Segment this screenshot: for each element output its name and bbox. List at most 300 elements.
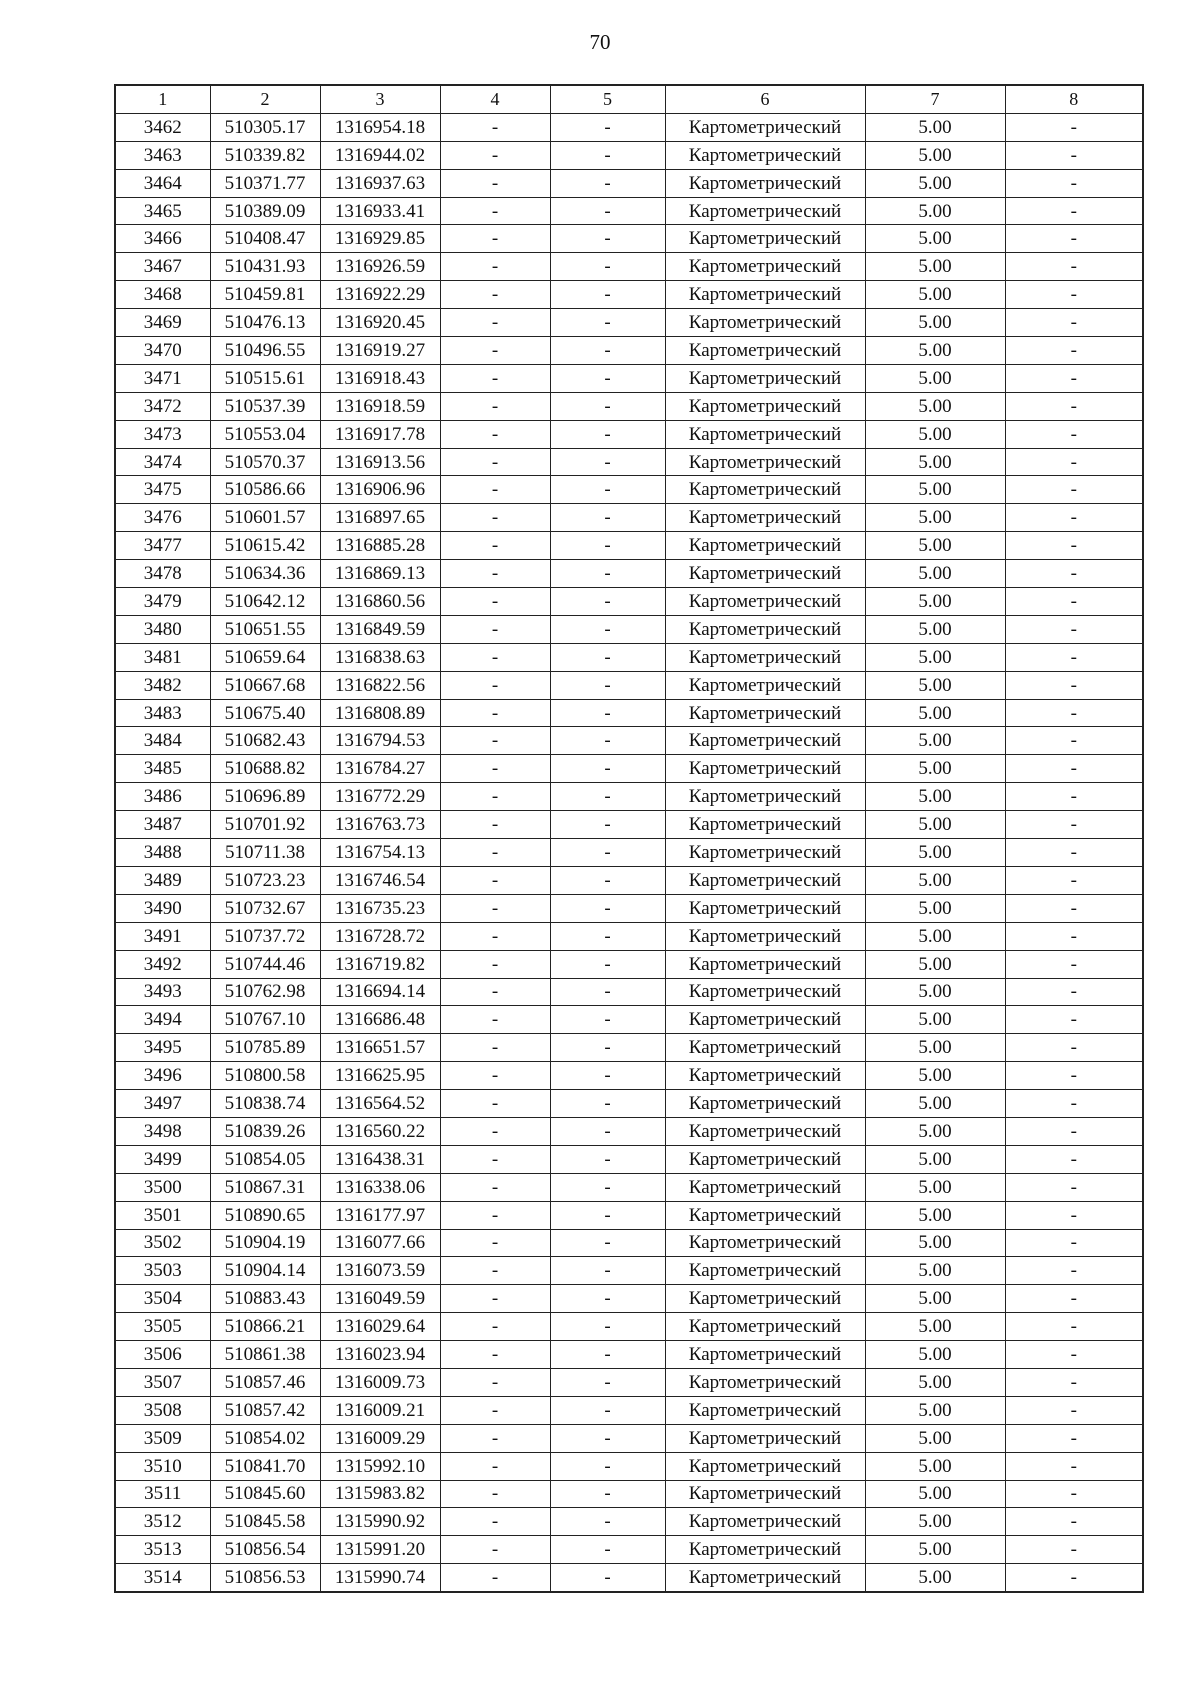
table-cell-col-3: 1316564.52 <box>320 1090 440 1118</box>
table-cell-col-5: - <box>550 699 665 727</box>
table-cell-col-1: 3490 <box>115 894 210 922</box>
table-row <box>115 866 1143 894</box>
table-cell-col-1: 3481 <box>115 643 210 671</box>
table-cell-col-5: - <box>550 225 665 253</box>
table-row <box>115 1424 1143 1452</box>
table-cell-col-8: - <box>1005 1368 1143 1396</box>
table-cell-col-7: 5.00 <box>865 643 1005 671</box>
table-row <box>115 978 1143 1006</box>
table-cell-col-5: - <box>550 197 665 225</box>
table-cell-col-1: 3497 <box>115 1090 210 1118</box>
table-cell-col-5: - <box>550 1257 665 1285</box>
table-cell-col-4: - <box>440 448 550 476</box>
table-cell-col-1: 3462 <box>115 113 210 141</box>
table-row <box>115 950 1143 978</box>
table-cell-col-6: Картометрический <box>665 309 865 337</box>
table-cell-col-8: - <box>1005 1480 1143 1508</box>
table-cell-col-5: - <box>550 364 665 392</box>
table-cell-col-5: - <box>550 1480 665 1508</box>
table-cell-col-2: 510667.68 <box>210 671 320 699</box>
table-cell-col-3: 1315990.92 <box>320 1508 440 1536</box>
table-cell-col-4: - <box>440 950 550 978</box>
table-cell-col-5: - <box>550 476 665 504</box>
table-row <box>115 337 1143 365</box>
table-cell-col-4: - <box>440 1285 550 1313</box>
table-cell-col-2: 510601.57 <box>210 504 320 532</box>
table-cell-col-4: - <box>440 894 550 922</box>
table-cell-col-5: - <box>550 113 665 141</box>
table-cell-col-7: 5.00 <box>865 615 1005 643</box>
table-cell-col-2: 510339.82 <box>210 141 320 169</box>
table-cell-col-8: - <box>1005 364 1143 392</box>
table-cell-col-3: 1316954.18 <box>320 113 440 141</box>
table-cell-col-1: 3484 <box>115 727 210 755</box>
table-cell-col-4: - <box>440 1117 550 1145</box>
table-cell-col-3: 1316746.54 <box>320 866 440 894</box>
table-cell-col-5: - <box>550 839 665 867</box>
table-cell-col-6: Картометрический <box>665 1424 865 1452</box>
table-cell-col-3: 1316177.97 <box>320 1201 440 1229</box>
table-cell-col-7: 5.00 <box>865 141 1005 169</box>
table-cell-col-4: - <box>440 1396 550 1424</box>
table-cell-col-5: - <box>550 755 665 783</box>
table-cell-col-2: 510904.14 <box>210 1257 320 1285</box>
table-row <box>115 1034 1143 1062</box>
table-cell-col-8: - <box>1005 1313 1143 1341</box>
table-cell-col-1: 3513 <box>115 1536 210 1564</box>
table-cell-col-4: - <box>440 420 550 448</box>
table-cell-col-4: - <box>440 1145 550 1173</box>
table-cell-col-5: - <box>550 1090 665 1118</box>
table-cell-col-5: - <box>550 1452 665 1480</box>
table-cell-col-6: Картометрический <box>665 1313 865 1341</box>
table-cell-col-8: - <box>1005 839 1143 867</box>
table-cell-col-1: 3487 <box>115 811 210 839</box>
table-row <box>115 1145 1143 1173</box>
table-cell-col-6: Картометрический <box>665 197 865 225</box>
table-cell-col-7: 5.00 <box>865 476 1005 504</box>
table-cell-col-3: 1316920.45 <box>320 309 440 337</box>
table-cell-col-2: 510854.05 <box>210 1145 320 1173</box>
table-cell-col-6: Картометрический <box>665 392 865 420</box>
table-cell-col-8: - <box>1005 643 1143 671</box>
table-cell-col-4: - <box>440 727 550 755</box>
table-cell-col-6: Картометрический <box>665 141 865 169</box>
table-cell-col-1: 3480 <box>115 615 210 643</box>
table-cell-col-2: 510841.70 <box>210 1452 320 1480</box>
table-cell-col-2: 510496.55 <box>210 337 320 365</box>
table-cell-col-3: 1316023.94 <box>320 1341 440 1369</box>
table-cell-col-2: 510856.53 <box>210 1564 320 1592</box>
table-cell-col-3: 1316073.59 <box>320 1257 440 1285</box>
table-cell-col-4: - <box>440 1452 550 1480</box>
table-row <box>115 309 1143 337</box>
table-cell-col-1: 3500 <box>115 1173 210 1201</box>
table-cell-col-3: 1316869.13 <box>320 560 440 588</box>
column-header-7: 7 <box>865 85 1005 113</box>
table-row <box>115 1536 1143 1564</box>
table-cell-col-5: - <box>550 504 665 532</box>
table-cell-col-7: 5.00 <box>865 1145 1005 1173</box>
table-cell-col-5: - <box>550 922 665 950</box>
table-cell-col-8: - <box>1005 337 1143 365</box>
table-cell-col-8: - <box>1005 755 1143 783</box>
table-cell-col-1: 3495 <box>115 1034 210 1062</box>
table-cell-col-6: Картометрический <box>665 504 865 532</box>
table-row <box>115 141 1143 169</box>
table-cell-col-3: 1316926.59 <box>320 253 440 281</box>
table-row <box>115 1229 1143 1257</box>
table-cell-col-6: Картометрический <box>665 1229 865 1257</box>
table-cell-col-8: - <box>1005 1564 1143 1592</box>
table-cell-col-5: - <box>550 281 665 309</box>
table-cell-col-3: 1316918.59 <box>320 392 440 420</box>
table-cell-col-5: - <box>550 671 665 699</box>
table-cell-col-1: 3469 <box>115 309 210 337</box>
table-cell-col-2: 510476.13 <box>210 309 320 337</box>
table-cell-col-5: - <box>550 1285 665 1313</box>
table-cell-col-3: 1316917.78 <box>320 420 440 448</box>
table-cell-col-2: 510701.92 <box>210 811 320 839</box>
table-cell-col-7: 5.00 <box>865 1062 1005 1090</box>
table-cell-col-6: Картометрический <box>665 420 865 448</box>
table-cell-col-1: 3474 <box>115 448 210 476</box>
table-cell-col-1: 3464 <box>115 169 210 197</box>
table-cell-col-7: 5.00 <box>865 448 1005 476</box>
table-cell-col-2: 510845.60 <box>210 1480 320 1508</box>
table-cell-col-8: - <box>1005 1173 1143 1201</box>
table-cell-col-6: Картометрический <box>665 281 865 309</box>
table-row <box>115 169 1143 197</box>
column-header-8: 8 <box>1005 85 1143 113</box>
table-cell-col-6: Картометрический <box>665 978 865 1006</box>
table-cell-col-7: 5.00 <box>865 588 1005 616</box>
table-cell-col-1: 3509 <box>115 1424 210 1452</box>
table-cell-col-7: 5.00 <box>865 894 1005 922</box>
table-cell-col-2: 510711.38 <box>210 839 320 867</box>
table-cell-col-5: - <box>550 1145 665 1173</box>
table-cell-col-2: 510732.67 <box>210 894 320 922</box>
table-cell-col-2: 510675.40 <box>210 699 320 727</box>
table-cell-col-6: Картометрический <box>665 1508 865 1536</box>
table-cell-col-4: - <box>440 364 550 392</box>
table-cell-col-6: Картометрический <box>665 1368 865 1396</box>
table-cell-col-6: Картометрический <box>665 783 865 811</box>
table-cell-col-1: 3485 <box>115 755 210 783</box>
table-cell-col-3: 1316560.22 <box>320 1117 440 1145</box>
table-cell-col-4: - <box>440 476 550 504</box>
table-row <box>115 1341 1143 1369</box>
table-cell-col-8: - <box>1005 1229 1143 1257</box>
table-cell-col-7: 5.00 <box>865 364 1005 392</box>
table-cell-col-7: 5.00 <box>865 1201 1005 1229</box>
table-cell-col-1: 3466 <box>115 225 210 253</box>
table-cell-col-5: - <box>550 1201 665 1229</box>
table-cell-col-6: Картометрический <box>665 560 865 588</box>
table-row <box>115 1201 1143 1229</box>
table-cell-col-8: - <box>1005 420 1143 448</box>
table-cell-col-7: 5.00 <box>865 337 1005 365</box>
table-cell-col-8: - <box>1005 197 1143 225</box>
table-cell-col-8: - <box>1005 1145 1143 1173</box>
table-cell-col-5: - <box>550 1034 665 1062</box>
table-cell-col-6: Картометрический <box>665 615 865 643</box>
table-cell-col-5: - <box>550 420 665 448</box>
table-cell-col-2: 510553.04 <box>210 420 320 448</box>
table-cell-col-1: 3506 <box>115 1341 210 1369</box>
table-cell-col-7: 5.00 <box>865 1564 1005 1592</box>
table-cell-col-8: - <box>1005 1090 1143 1118</box>
table-cell-col-3: 1316838.63 <box>320 643 440 671</box>
table-cell-col-1: 3475 <box>115 476 210 504</box>
table-cell-col-3: 1316944.02 <box>320 141 440 169</box>
table-row <box>115 811 1143 839</box>
table-cell-col-4: - <box>440 1536 550 1564</box>
table-cell-col-7: 5.00 <box>865 922 1005 950</box>
table-cell-col-8: - <box>1005 1396 1143 1424</box>
table-row <box>115 1090 1143 1118</box>
table-cell-col-7: 5.00 <box>865 113 1005 141</box>
table-cell-col-4: - <box>440 281 550 309</box>
table-cell-col-3: 1316913.56 <box>320 448 440 476</box>
table-row <box>115 1396 1143 1424</box>
table-cell-col-2: 510785.89 <box>210 1034 320 1062</box>
table-cell-col-1: 3502 <box>115 1229 210 1257</box>
table-cell-col-6: Картометрический <box>665 1173 865 1201</box>
table-cell-col-6: Картометрический <box>665 1341 865 1369</box>
table-cell-col-8: - <box>1005 727 1143 755</box>
table-cell-col-8: - <box>1005 978 1143 1006</box>
table-cell-col-4: - <box>440 615 550 643</box>
table-cell-col-1: 3510 <box>115 1452 210 1480</box>
table-cell-col-6: Картометрический <box>665 755 865 783</box>
table-cell-col-1: 3504 <box>115 1285 210 1313</box>
table-row <box>115 839 1143 867</box>
table-cell-col-2: 510744.46 <box>210 950 320 978</box>
table-cell-col-8: - <box>1005 141 1143 169</box>
table-cell-col-6: Картометрический <box>665 448 865 476</box>
table-cell-col-3: 1316686.48 <box>320 1006 440 1034</box>
table-cell-col-6: Картометрический <box>665 1564 865 1592</box>
table-cell-col-5: - <box>550 1173 665 1201</box>
table-cell-col-7: 5.00 <box>865 1452 1005 1480</box>
table-cell-col-4: - <box>440 169 550 197</box>
table-cell-col-3: 1316794.53 <box>320 727 440 755</box>
table-cell-col-7: 5.00 <box>865 699 1005 727</box>
table-cell-col-3: 1316754.13 <box>320 839 440 867</box>
table-row <box>115 922 1143 950</box>
table-cell-col-5: - <box>550 1313 665 1341</box>
table-cell-col-8: - <box>1005 783 1143 811</box>
table-cell-col-3: 1316009.29 <box>320 1424 440 1452</box>
table-cell-col-5: - <box>550 309 665 337</box>
table-cell-col-2: 510857.46 <box>210 1368 320 1396</box>
table-cell-col-6: Картометрический <box>665 1396 865 1424</box>
table-cell-col-6: Картометрический <box>665 839 865 867</box>
table-cell-col-5: - <box>550 1341 665 1369</box>
table-cell-col-4: - <box>440 253 550 281</box>
table-cell-col-4: - <box>440 1341 550 1369</box>
table-cell-col-3: 1316763.73 <box>320 811 440 839</box>
table-cell-col-7: 5.00 <box>865 839 1005 867</box>
column-header-4: 4 <box>440 85 550 113</box>
table-cell-col-3: 1316849.59 <box>320 615 440 643</box>
table-cell-col-2: 510659.64 <box>210 643 320 671</box>
table-cell-col-7: 5.00 <box>865 1341 1005 1369</box>
table-cell-col-5: - <box>550 978 665 1006</box>
table-cell-col-4: - <box>440 755 550 783</box>
table-cell-col-1: 3503 <box>115 1257 210 1285</box>
table-cell-col-1: 3470 <box>115 337 210 365</box>
table-cell-col-6: Картометрический <box>665 1117 865 1145</box>
table-cell-col-5: - <box>550 615 665 643</box>
table-cell-col-4: - <box>440 197 550 225</box>
table-cell-col-4: - <box>440 866 550 894</box>
table-body <box>115 113 1143 1592</box>
table-cell-col-5: - <box>550 1117 665 1145</box>
table-cell-col-3: 1315992.10 <box>320 1452 440 1480</box>
table-cell-col-2: 510696.89 <box>210 783 320 811</box>
table-cell-col-2: 510866.21 <box>210 1313 320 1341</box>
table-cell-col-4: - <box>440 309 550 337</box>
table-cell-col-2: 510839.26 <box>210 1117 320 1145</box>
table-row <box>115 420 1143 448</box>
table-cell-col-8: - <box>1005 1341 1143 1369</box>
table-cell-col-1: 3493 <box>115 978 210 1006</box>
table-cell-col-6: Картометрический <box>665 364 865 392</box>
coordinates-table <box>114 84 1144 1593</box>
table-row <box>115 364 1143 392</box>
table-cell-col-3: 1316929.85 <box>320 225 440 253</box>
table-cell-col-5: - <box>550 1536 665 1564</box>
table-cell-col-8: - <box>1005 1117 1143 1145</box>
table-cell-col-2: 510838.74 <box>210 1090 320 1118</box>
table-cell-col-4: - <box>440 1313 550 1341</box>
table-cell-col-4: - <box>440 1034 550 1062</box>
table-cell-col-8: - <box>1005 950 1143 978</box>
table-cell-col-1: 3465 <box>115 197 210 225</box>
table-cell-col-4: - <box>440 1173 550 1201</box>
table-cell-col-7: 5.00 <box>865 1313 1005 1341</box>
table-cell-col-4: - <box>440 392 550 420</box>
table-cell-col-2: 510651.55 <box>210 615 320 643</box>
table-row <box>115 1452 1143 1480</box>
table-cell-col-2: 510845.58 <box>210 1508 320 1536</box>
table-cell-col-4: - <box>440 1368 550 1396</box>
table-cell-col-3: 1316694.14 <box>320 978 440 1006</box>
table-cell-col-7: 5.00 <box>865 1508 1005 1536</box>
table-cell-col-1: 3505 <box>115 1313 210 1341</box>
table-row <box>115 448 1143 476</box>
table-cell-col-3: 1316338.06 <box>320 1173 440 1201</box>
table-cell-col-6: Картометрический <box>665 1006 865 1034</box>
table-cell-col-3: 1316077.66 <box>320 1229 440 1257</box>
table-cell-col-7: 5.00 <box>865 197 1005 225</box>
table-cell-col-7: 5.00 <box>865 1090 1005 1118</box>
table-row <box>115 671 1143 699</box>
table-cell-col-8: - <box>1005 560 1143 588</box>
table-cell-col-5: - <box>550 1396 665 1424</box>
table-row <box>115 1173 1143 1201</box>
table-cell-col-3: 1316728.72 <box>320 922 440 950</box>
table-cell-col-8: - <box>1005 699 1143 727</box>
table-cell-col-4: - <box>440 978 550 1006</box>
table-cell-col-2: 510515.61 <box>210 364 320 392</box>
table-cell-col-7: 5.00 <box>865 504 1005 532</box>
table-cell-col-6: Картометрический <box>665 699 865 727</box>
table-cell-col-2: 510883.43 <box>210 1285 320 1313</box>
table-cell-col-5: - <box>550 1229 665 1257</box>
table-cell-col-4: - <box>440 1508 550 1536</box>
table-cell-col-6: Картометрический <box>665 1145 865 1173</box>
table-row <box>115 532 1143 560</box>
table-row <box>115 699 1143 727</box>
table-cell-col-5: - <box>550 783 665 811</box>
table-cell-col-2: 510737.72 <box>210 922 320 950</box>
table-cell-col-7: 5.00 <box>865 392 1005 420</box>
table-cell-col-8: - <box>1005 1285 1143 1313</box>
column-header-5: 5 <box>550 85 665 113</box>
table-cell-col-2: 510688.82 <box>210 755 320 783</box>
table-cell-col-2: 510682.43 <box>210 727 320 755</box>
table-cell-col-2: 510861.38 <box>210 1341 320 1369</box>
table-cell-col-2: 510615.42 <box>210 532 320 560</box>
table-cell-col-7: 5.00 <box>865 811 1005 839</box>
table-cell-col-6: Картометрический <box>665 337 865 365</box>
table-cell-col-6: Картометрический <box>665 225 865 253</box>
table-cell-col-1: 3467 <box>115 253 210 281</box>
table-cell-col-8: - <box>1005 922 1143 950</box>
table-row <box>115 281 1143 309</box>
table-cell-col-4: - <box>440 1006 550 1034</box>
table-cell-col-6: Картометрический <box>665 113 865 141</box>
table-cell-col-2: 510586.66 <box>210 476 320 504</box>
table-cell-col-1: 3482 <box>115 671 210 699</box>
table-cell-col-5: - <box>550 727 665 755</box>
table-cell-col-3: 1316719.82 <box>320 950 440 978</box>
table-cell-col-3: 1316772.29 <box>320 783 440 811</box>
table-row <box>115 1285 1143 1313</box>
table-cell-col-4: - <box>440 922 550 950</box>
table-cell-col-6: Картометрический <box>665 1090 865 1118</box>
table-row <box>115 113 1143 141</box>
table-cell-col-7: 5.00 <box>865 1173 1005 1201</box>
table-cell-col-8: - <box>1005 504 1143 532</box>
column-header-3: 3 <box>320 85 440 113</box>
table-cell-col-5: - <box>550 337 665 365</box>
table-cell-col-5: - <box>550 1006 665 1034</box>
table-cell-col-1: 3488 <box>115 839 210 867</box>
table-row <box>115 1062 1143 1090</box>
table-cell-col-6: Картометрический <box>665 1034 865 1062</box>
table-cell-col-8: - <box>1005 1257 1143 1285</box>
table-cell-col-7: 5.00 <box>865 755 1005 783</box>
table-row <box>115 894 1143 922</box>
table-cell-col-6: Картометрический <box>665 866 865 894</box>
table-row <box>115 1313 1143 1341</box>
table-cell-col-5: - <box>550 894 665 922</box>
table-cell-col-3: 1316808.89 <box>320 699 440 727</box>
table-cell-col-3: 1316937.63 <box>320 169 440 197</box>
table-cell-col-1: 3512 <box>115 1508 210 1536</box>
table-cell-col-7: 5.00 <box>865 281 1005 309</box>
table-cell-col-6: Картометрический <box>665 811 865 839</box>
table-cell-col-1: 3471 <box>115 364 210 392</box>
table-cell-col-2: 510371.77 <box>210 169 320 197</box>
table-cell-col-4: - <box>440 141 550 169</box>
table-cell-col-5: - <box>550 1424 665 1452</box>
table-cell-col-2: 510408.47 <box>210 225 320 253</box>
